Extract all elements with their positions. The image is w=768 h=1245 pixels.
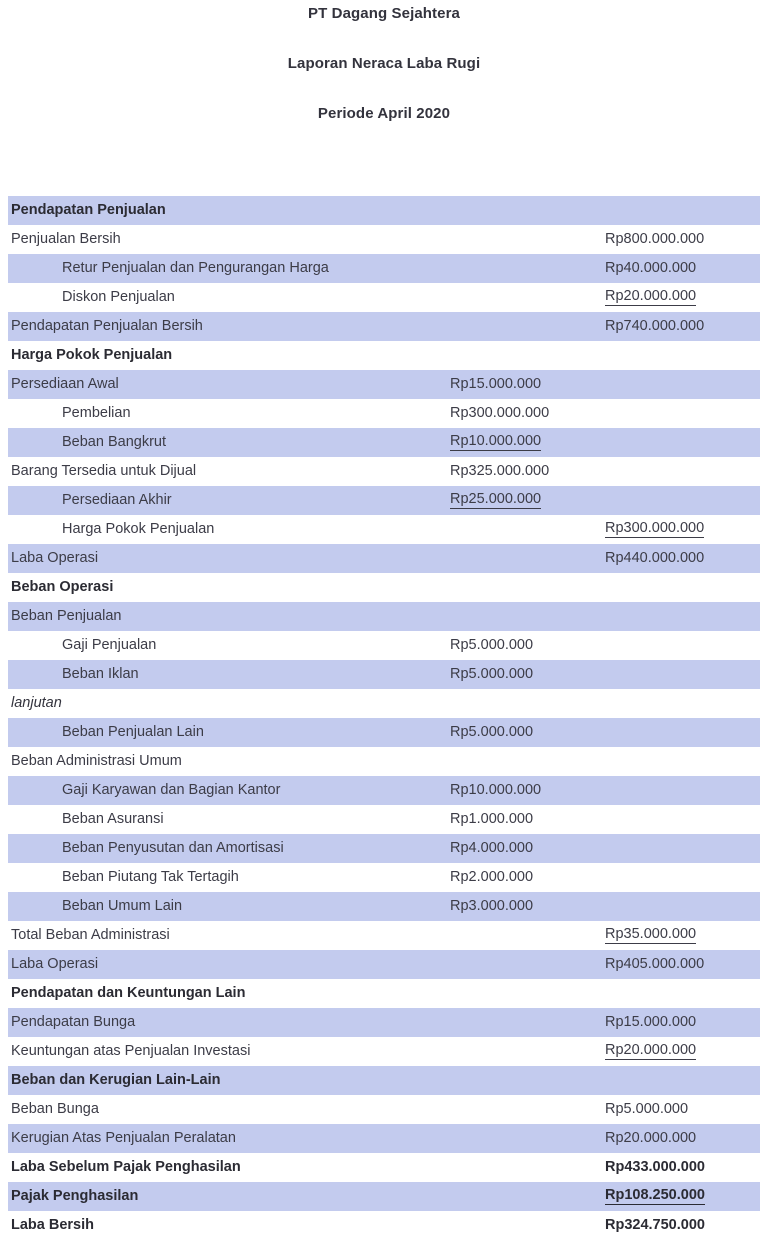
- row-amount: [450, 725, 605, 740]
- row-total: [605, 957, 760, 972]
- row-label: Laba Operasi: [11, 551, 99, 566]
- amount-value: Rp10.000.000: [450, 782, 542, 799]
- row-label: Laba Bersih: [11, 1218, 94, 1233]
- statement-row: [8, 805, 760, 834]
- report-period: Periode April 2020: [317, 105, 451, 122]
- row-label: Beban Bangkrut: [62, 435, 166, 450]
- row-amount: [450, 812, 605, 827]
- total-value: Rp40.000.000: [605, 260, 697, 277]
- total-value-underlined: Rp300.000.000: [605, 520, 705, 537]
- row-label: Persediaan Awal: [11, 377, 119, 392]
- total-value: Rp5.000.000: [605, 1101, 689, 1118]
- row-label: Harga Pokok Penjualan: [11, 348, 173, 363]
- row-label: Kerugian Atas Penjualan Peralatan: [11, 1131, 236, 1146]
- row-label: Beban Asuransi: [62, 812, 164, 827]
- amount-value: Rp5.000.000: [450, 666, 534, 683]
- row-label: Laba Operasi: [11, 957, 99, 972]
- row-label: Beban Operasi: [11, 580, 114, 595]
- row-total: [605, 232, 760, 247]
- row-amount: [450, 899, 605, 914]
- statement-row: [8, 544, 760, 573]
- row-label: Retur Penjualan dan Pengurangan Harga: [62, 261, 329, 276]
- row-label: Harga Pokok Penjualan: [62, 522, 215, 537]
- statement-row: [8, 573, 760, 602]
- statement-row: [8, 1095, 760, 1124]
- report-header: [0, 0, 768, 121]
- row-total: [605, 1188, 760, 1205]
- total-value: Rp433.000.000: [605, 1159, 705, 1176]
- row-amount: [450, 638, 605, 653]
- row-total: [605, 551, 760, 566]
- row-label: Beban Bunga: [11, 1102, 99, 1117]
- row-total: [605, 927, 760, 944]
- total-value-underlined: Rp35.000.000: [605, 926, 697, 943]
- statement-row: [8, 399, 760, 428]
- statement-row: [8, 1066, 760, 1095]
- total-value: Rp440.000.000: [605, 550, 705, 567]
- amount-value: Rp300.000.000: [450, 405, 550, 422]
- row-label: Keuntungan atas Penjualan Investasi: [11, 1044, 251, 1059]
- statement-row: [8, 747, 760, 776]
- total-value: Rp324.750.000: [605, 1217, 705, 1234]
- statement-row: [8, 283, 760, 312]
- row-label: Pendapatan Penjualan: [11, 203, 166, 218]
- amount-value-underlined: Rp25.000.000: [450, 491, 542, 508]
- statement-row: [8, 254, 760, 283]
- row-label: Barang Tersedia untuk Dijual: [11, 464, 197, 479]
- row-label: Beban dan Kerugian Lain-Lain: [11, 1073, 221, 1088]
- statement-row: [8, 950, 760, 979]
- row-label: Penjualan Bersih: [11, 232, 121, 247]
- row-amount: [450, 783, 605, 798]
- statement-row: [8, 196, 760, 225]
- total-value: Rp405.000.000: [605, 956, 705, 973]
- total-value-underlined: Rp20.000.000: [605, 1042, 697, 1059]
- row-amount: [450, 377, 605, 392]
- amount-value: Rp15.000.000: [450, 376, 542, 393]
- row-label: Gaji Penjualan: [62, 638, 157, 653]
- total-value: Rp740.000.000: [605, 318, 705, 335]
- statement-row: [8, 341, 760, 370]
- row-total: [605, 289, 760, 306]
- statement-row: [8, 1182, 760, 1211]
- amount-value: Rp5.000.000: [450, 637, 534, 654]
- total-value-underlined: Rp20.000.000: [605, 288, 697, 305]
- statement-row: [8, 1211, 760, 1240]
- row-label: Persediaan Akhir: [62, 493, 172, 508]
- row-label: Laba Sebelum Pajak Penghasilan: [11, 1160, 241, 1175]
- statement-row: [8, 689, 760, 718]
- row-amount: [450, 492, 605, 509]
- statement-row: [8, 312, 760, 341]
- row-label: Beban Piutang Tak Tertagih: [62, 870, 239, 885]
- company-name: PT Dagang Sejahtera: [308, 5, 460, 22]
- row-label: lanjutan: [11, 696, 62, 711]
- statement-row: [8, 892, 760, 921]
- row-total: [605, 261, 760, 276]
- statement-row: [8, 863, 760, 892]
- row-label: Beban Penjualan Lain: [62, 725, 204, 740]
- statement-row: [8, 1008, 760, 1037]
- row-label: Diskon Penjualan: [62, 290, 175, 305]
- amount-value: Rp2.000.000: [450, 869, 534, 886]
- amount-value: Rp5.000.000: [450, 724, 534, 741]
- amount-value: Rp4.000.000: [450, 840, 534, 857]
- statement-row: [8, 660, 760, 689]
- row-label: Beban Penyusutan dan Amortisasi: [62, 841, 284, 856]
- statement-row: [8, 776, 760, 805]
- row-total: [605, 1043, 760, 1060]
- total-value-underlined: Rp108.250.000: [605, 1187, 705, 1204]
- row-label: Beban Administrasi Umum: [11, 754, 182, 769]
- statement-row: [8, 428, 760, 457]
- statement-row: [8, 515, 760, 544]
- statement-row: [8, 834, 760, 863]
- statement-row: [8, 631, 760, 660]
- statement-row: [8, 921, 760, 950]
- amount-value: Rp325.000.000: [450, 463, 550, 480]
- report-title: Laporan Neraca Laba Rugi: [287, 55, 481, 72]
- row-total: [605, 1102, 760, 1117]
- total-value: Rp15.000.000: [605, 1014, 697, 1031]
- statement-row: [8, 457, 760, 486]
- row-amount: [450, 464, 605, 479]
- row-label: Pendapatan Bunga: [11, 1015, 136, 1030]
- statement-row: [8, 979, 760, 1008]
- row-total: [605, 319, 760, 334]
- row-amount: [450, 841, 605, 856]
- row-total: [605, 1131, 760, 1146]
- row-label: Gaji Karyawan dan Bagian Kantor: [62, 783, 281, 798]
- row-label: Total Beban Administrasi: [11, 928, 170, 943]
- row-label: Beban Umum Lain: [62, 899, 183, 914]
- statement-row: [8, 225, 760, 254]
- amount-value: Rp1.000.000: [450, 811, 534, 828]
- row-label: Pendapatan dan Keuntungan Lain: [11, 986, 246, 1001]
- row-amount: [450, 870, 605, 885]
- row-amount: [450, 434, 605, 451]
- statement-row: [8, 718, 760, 747]
- amount-value-underlined: Rp10.000.000: [450, 433, 542, 450]
- row-label: Pajak Penghasilan: [11, 1189, 139, 1204]
- row-label: Beban Penjualan: [11, 609, 122, 624]
- row-total: [605, 1218, 760, 1233]
- statement-row: [8, 1037, 760, 1066]
- statement-row: [8, 1153, 760, 1182]
- row-total: [605, 521, 760, 538]
- statement-row: [8, 370, 760, 399]
- total-value: Rp800.000.000: [605, 231, 705, 248]
- row-label: Pembelian: [62, 406, 131, 421]
- row-label: Pendapatan Penjualan Bersih: [11, 319, 203, 334]
- amount-value: Rp3.000.000: [450, 898, 534, 915]
- statement-row: [8, 602, 760, 631]
- row-label: Beban Iklan: [62, 667, 139, 682]
- row-total: [605, 1015, 760, 1030]
- statement-row: [8, 486, 760, 515]
- statement-row: [8, 1124, 760, 1153]
- row-amount: [450, 406, 605, 421]
- total-value: Rp20.000.000: [605, 1130, 697, 1147]
- income-statement-table: [8, 196, 760, 1240]
- row-amount: [450, 667, 605, 682]
- row-total: [605, 1160, 760, 1175]
